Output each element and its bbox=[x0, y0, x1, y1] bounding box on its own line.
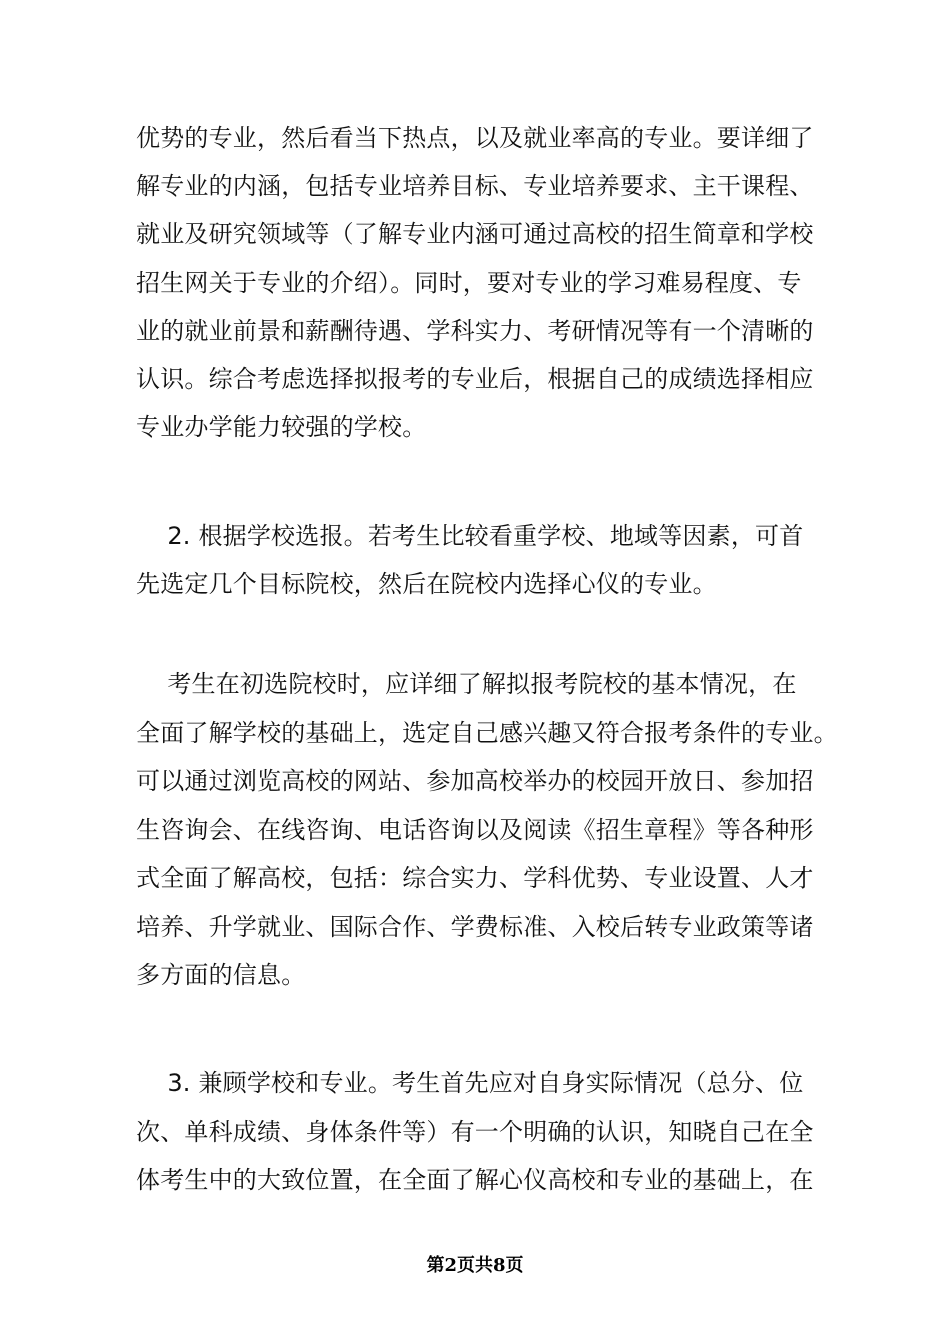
text-line: 业的就业前景和薪酬待遇、学科实力、考研情况等有一个清晰的 bbox=[136, 317, 814, 345]
text-line: 可以通过浏览高校的网站、参加高校举办的校园开放日、参加招 bbox=[136, 767, 814, 795]
text-line: 优势的专业，然后看当下热点，以及就业率高的专业。要详细了 bbox=[136, 124, 814, 152]
text-line: 就业及研究领域等（了解专业内涵可通过高校的招生简章和学校 bbox=[136, 220, 814, 248]
text-line: 多方面的信息。 bbox=[136, 961, 306, 989]
text-line: 认识。综合考虑选择拟报考的专业后，根据自己的成绩选择相应 bbox=[136, 365, 814, 393]
text-line: 考生在初选院校时，应详细了解拟报考院校的基本情况，在 bbox=[136, 670, 797, 698]
text-line: 次、单科成绩、身体条件等）有一个明确的认识，知晓自己在全 bbox=[136, 1118, 814, 1146]
text-line: 解专业的内涵，包括专业培养目标、专业培养要求、主干课程、 bbox=[136, 172, 814, 200]
text-line: 体考生中的大致位置，在全面了解心仪高校和专业的基础上，在 bbox=[136, 1166, 814, 1194]
text-line: 式全面了解高校，包括：综合实力、学科优势、专业设置、人才 bbox=[136, 864, 814, 892]
page-footer: 第2页共8页 bbox=[426, 1255, 524, 1276]
text-line: 招生网关于专业的介绍）。同时，要对专业的学习难易程度、专 bbox=[136, 269, 802, 297]
text-line: 2. 根据学校选报。若考生比较看重学校、地域等因素，可首 bbox=[136, 522, 804, 550]
text-line: 3. 兼顾学校和专业。考生首先应对自身实际情况（总分、位 bbox=[136, 1069, 804, 1097]
text-line: 生咨询会、在线咨询、电话咨询以及阅读《招生章程》等各种形 bbox=[136, 816, 814, 844]
text-line: 专业办学能力较强的学校。 bbox=[136, 413, 427, 441]
text-line: 先选定几个目标院校，然后在院校内选择心仪的专业。 bbox=[136, 570, 717, 598]
text-line: 全面了解学校的基础上，选定自己感兴趣又符合报考条件的专业。 bbox=[136, 719, 838, 747]
text-line: 培养、升学就业、国际合作、学费标准、入校后转专业政策等诸 bbox=[136, 913, 814, 941]
